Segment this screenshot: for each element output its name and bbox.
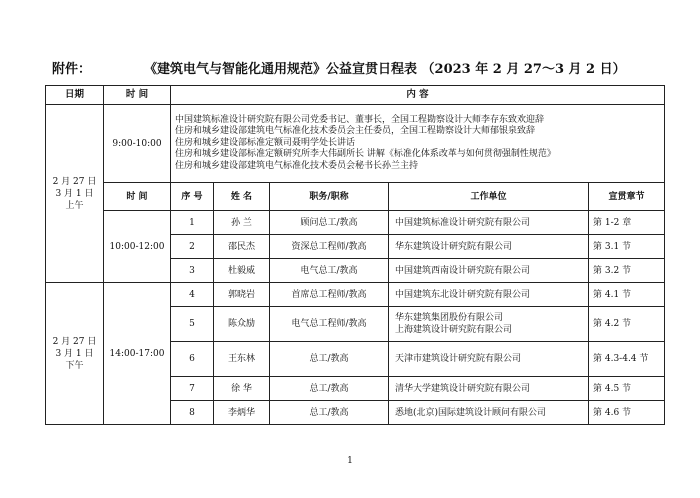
schedule-table	[45, 85, 665, 425]
speaker-org-line: 上海建筑设计研究院有限公司	[395, 325, 513, 335]
speaker-section: 第 1-2 章	[589, 211, 665, 235]
header-content: 内 容	[171, 86, 665, 105]
speaker-title: 顾问总工/教高	[270, 211, 389, 235]
opening-line: 住房和城乡建设部建筑电气标准化技术委员会主任委员，全国工程勘察设计大师郁银泉致辞	[175, 126, 536, 137]
afternoon-date-cell	[46, 283, 104, 425]
speaker-no: 8	[171, 401, 214, 425]
speaker-section: 第 3.1 节	[589, 235, 665, 259]
speaker-title: 总工/教高	[270, 377, 389, 401]
morning-date-line: 上午	[65, 200, 84, 211]
opening-line: 住房和城乡建设部建筑电气标准化技术委员会秘书长孙兰主持	[175, 160, 419, 171]
speaker-section: 第 4.2 节	[589, 307, 665, 342]
speaker-name: 李炳华	[214, 401, 270, 425]
subheader-title: 职务/职称	[270, 183, 389, 211]
attachment-label: 附件：	[52, 62, 92, 77]
table-row	[46, 283, 665, 307]
morning-session-time: 10:00-12:00	[104, 211, 171, 283]
speaker-org: 中国建筑西南设计研究院有限公司	[389, 259, 589, 283]
speaker-name: 孙 兰	[214, 211, 270, 235]
table-header-row	[46, 86, 665, 105]
speaker-section: 第 4.6 节	[589, 401, 665, 425]
morning-date-line: 3 月 1 日	[55, 188, 94, 199]
subheader-time: 时 间	[104, 183, 171, 211]
opening-line: 住房和城乡建设部标准定额司聂明学处长讲话	[175, 137, 356, 148]
speaker-name: 徐 华	[214, 377, 270, 401]
speaker-title: 电气总工程师/教高	[270, 307, 389, 342]
speaker-section: 第 4.5 节	[589, 377, 665, 401]
speaker-org: 悉地(北京)国际建筑设计顾问有限公司	[389, 401, 589, 425]
speaker-section: 第 4.3-4.4 节	[589, 342, 665, 377]
header-time: 时 间	[104, 86, 171, 105]
opening-line: 中国建筑标准设计研究院有限公司党委书记、董事长，全国工程勘察设计大师李存东致欢迎辞	[175, 114, 545, 125]
opening-row	[46, 105, 665, 183]
table-row	[46, 211, 665, 235]
speaker-title: 首席总工程师/教高	[270, 283, 389, 307]
afternoon-date-line: 3 月 1 日	[55, 348, 94, 359]
speaker-org: 中国建筑标准设计研究院有限公司	[389, 211, 589, 235]
subheader-org: 工作单位	[389, 183, 589, 211]
speaker-name: 郭晓岩	[214, 283, 270, 307]
speaker-title: 电气总工/教高	[270, 259, 389, 283]
subheader-section: 宣贯章节	[589, 183, 665, 211]
opening-time: 9:00-10:00	[104, 105, 171, 183]
speaker-org: 华东建筑设计研究院有限公司	[389, 235, 589, 259]
afternoon-session-time: 14:00-17:00	[104, 283, 171, 425]
speaker-section: 第 4.1 节	[589, 283, 665, 307]
page-number: 1	[347, 456, 353, 466]
speaker-no: 5	[171, 307, 214, 342]
speaker-org: 清华大学建筑设计研究院有限公司	[389, 377, 589, 401]
speaker-no: 7	[171, 377, 214, 401]
subheader-no: 序 号	[171, 183, 214, 211]
speaker-org: 中国建筑东北设计研究院有限公司	[389, 283, 589, 307]
opening-content	[171, 105, 665, 183]
speaker-name: 杜毅威	[214, 259, 270, 283]
speaker-title: 总工/教高	[270, 342, 389, 377]
morning-date-cell	[46, 105, 104, 283]
subheader-row	[46, 183, 665, 211]
subheader-name: 姓 名	[214, 183, 270, 211]
afternoon-date-line: 下午	[65, 360, 84, 371]
speaker-org	[389, 307, 589, 342]
afternoon-date-line: 2 月 27 日	[52, 336, 97, 347]
header-date: 日期	[46, 86, 104, 105]
speaker-name: 王东林	[214, 342, 270, 377]
speaker-no: 6	[171, 342, 214, 377]
opening-line: 住房和城乡建设部标准定额研究所李大伟副所长 讲解《标准化体系改革与如何贯彻强制性规范》	[175, 149, 556, 160]
speaker-org: 天津市建筑设计研究院有限公司	[389, 342, 589, 377]
speaker-no: 4	[171, 283, 214, 307]
document-title: 《建筑电气与智能化通用规范》公益宣贯日程表 （2023 年 2 月 27～3 月 2 日）	[144, 62, 626, 77]
speaker-no: 1	[171, 211, 214, 235]
speaker-title: 资深总工程师/教高	[270, 235, 389, 259]
speaker-name: 陈众励	[214, 307, 270, 342]
morning-date-line: 2 月 27 日	[52, 176, 97, 187]
speaker-section: 第 3.2 节	[589, 259, 665, 283]
speaker-no: 3	[171, 259, 214, 283]
speaker-title: 总工/教高	[270, 401, 389, 425]
speaker-no: 2	[171, 235, 214, 259]
speaker-name: 邵民杰	[214, 235, 270, 259]
speaker-org-line: 华东建筑集团股份有限公司	[395, 313, 504, 323]
